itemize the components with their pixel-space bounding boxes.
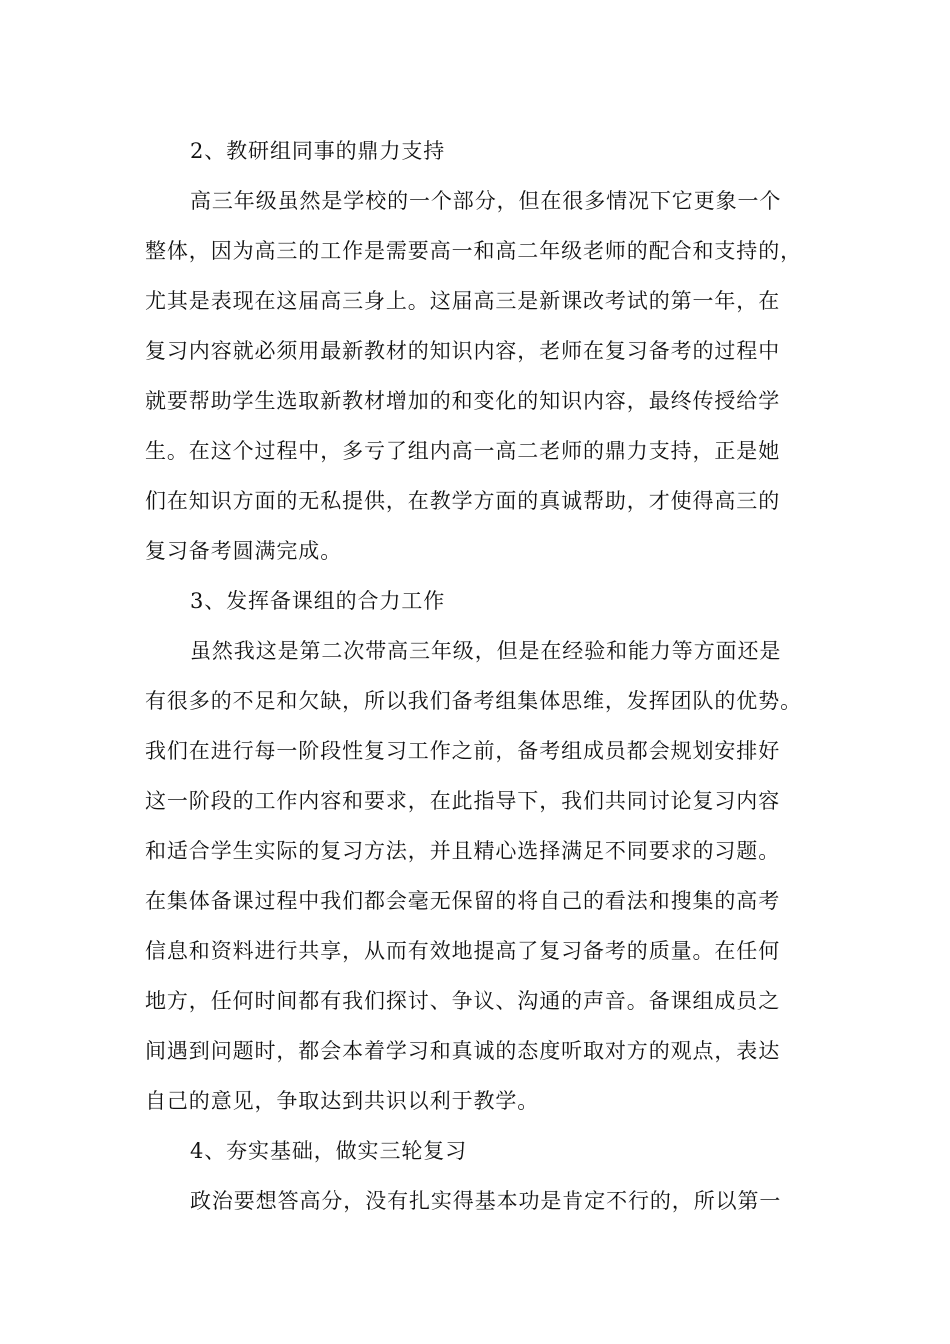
section-heading-2: 2、教研组同事的鼎力支持	[190, 139, 446, 163]
section-heading-4: 4、夯实基础，做实三轮复习	[190, 1139, 468, 1163]
paragraph-line: 间遇到问题时，都会本着学习和真诚的态度听取对方的观点，表达	[145, 1039, 781, 1063]
paragraph-line: 虽然我这是第二次带高三年级，但是在经验和能力等方面还是	[190, 639, 782, 663]
paragraph-line: 在集体备课过程中我们都会毫无保留的将自己的看法和搜集的高考	[145, 889, 781, 913]
paragraph-line: 复习内容就必须用最新教材的知识内容，老师在复习备考的过程中	[145, 339, 781, 363]
paragraph-line: 们在知识方面的无私提供，在教学方面的真诚帮助，才使得高三的	[145, 489, 781, 513]
paragraph-line: 信息和资料进行共享，从而有效地提高了复习备考的质量。在任何	[145, 939, 781, 963]
paragraph-line: 尤其是表现在这届高三身上。这届高三是新课改考试的第一年，在	[145, 289, 781, 313]
paragraph-line: 就要帮助学生选取新教材增加的和变化的知识内容，最终传授给学	[145, 389, 781, 413]
paragraph-line: 有很多的不足和欠缺，所以我们备考组集体思维，发挥团队的优势。	[145, 689, 802, 713]
paragraph-line: 地方，任何时间都有我们探讨、争议、沟通的声音。备课组成员之	[145, 989, 781, 1013]
paragraph-line: 高三年级虽然是学校的一个部分，但在很多情况下它更象一个	[190, 189, 782, 213]
paragraph-line: 这一阶段的工作内容和要求，在此指导下，我们共同讨论复习内容	[145, 789, 781, 813]
paragraph-line: 和适合学生实际的复习方法，并且精心选择满足不同要求的习题。	[145, 839, 781, 863]
paragraph-line: 复习备考圆满完成。	[145, 539, 343, 563]
paragraph-line: 自己的意见，争取达到共识以利于教学。	[145, 1089, 540, 1113]
paragraph-line: 整体，因为高三的工作是需要高一和高二年级老师的配合和支持的，	[145, 239, 802, 263]
paragraph-line: 生。在这个过程中，多亏了组内高一高二老师的鼎力支持，正是她	[145, 439, 781, 463]
section-heading-3: 3、发挥备课组的合力工作	[190, 589, 446, 613]
paragraph-line: 我们在进行每一阶段性复习工作之前，备考组成员都会规划安排好	[145, 739, 781, 763]
paragraph-line: 政治要想答高分，没有扎实得基本功是肯定不行的，所以第一	[190, 1189, 782, 1213]
